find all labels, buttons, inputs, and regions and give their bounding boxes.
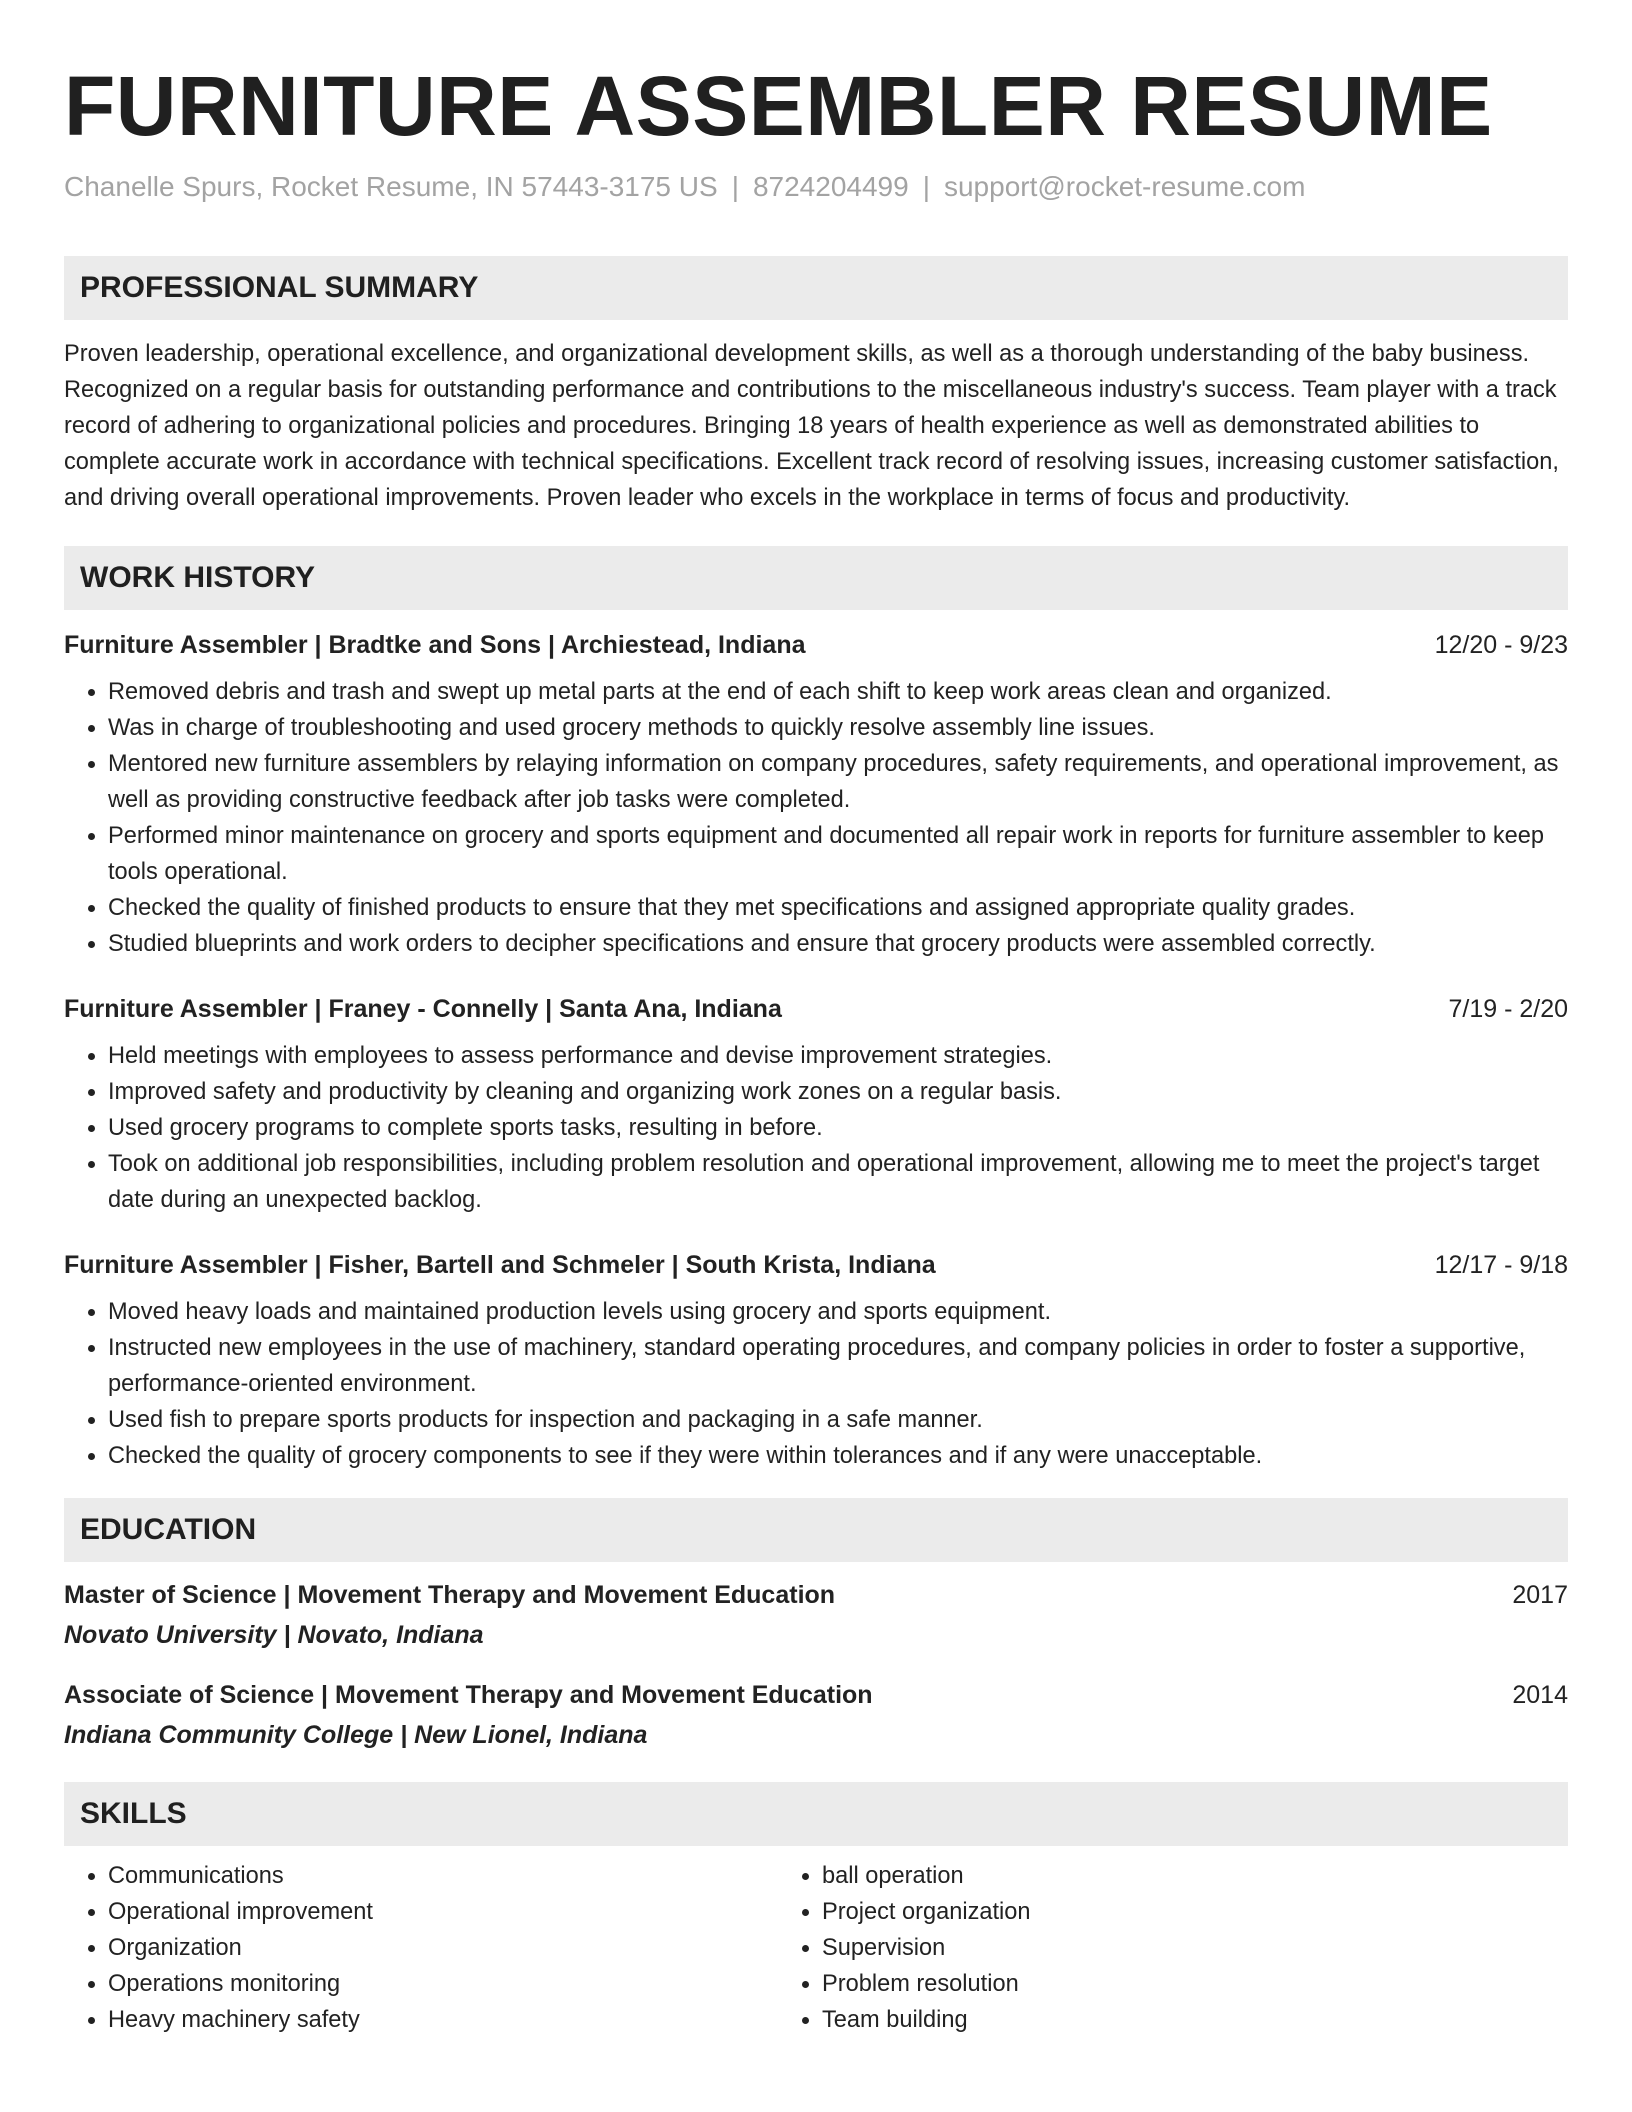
job-bullet: • Was in charge of troubleshooting and used grocery methods to quickly resolve assembly line issues. bbox=[108, 710, 1568, 746]
job-entry bbox=[64, 628, 1568, 962]
section-heading-summary: PROFESSIONAL SUMMARY bbox=[64, 256, 1568, 320]
skill-item: • Operations monitoring bbox=[108, 1966, 762, 2002]
job-dates: 7/19 - 2/20 bbox=[1448, 995, 1568, 1023]
job-bullet: • Used grocery programs to complete sports tasks, resulting in before. bbox=[108, 1110, 1568, 1146]
education-year: 2014 bbox=[1512, 1681, 1568, 1709]
job-bullet: • Mentored new furniture assemblers by relaying information on company procedures, safety requirements, and operational improvement, as well as providing constructive feedback after job tasks were completed. bbox=[108, 746, 1568, 818]
skill-item: • Team building bbox=[822, 2002, 1522, 2038]
job-bullet: • Took on additional job responsibilities, including problem resolution and operational improvement, allowing me to meet the project's target date during an unexpected backlog. bbox=[108, 1146, 1568, 1218]
job-bullet: • Removed debris and trash and swept up metal parts at the end of each shift to keep work areas clean and organized. bbox=[108, 674, 1568, 710]
section-heading-work: WORK HISTORY bbox=[64, 546, 1568, 610]
skills-columns bbox=[64, 1858, 1568, 2038]
job-bullet: • Performed minor maintenance on grocery and sports equipment and documented all repair work in reports for furniture assembler to keep tools operational. bbox=[108, 818, 1568, 890]
summary-text: Proven leadership, operational excellence, and organizational development skills, as well as a thorough understanding of the baby business. Recognized on a regular basis for outstanding performance and contributions to the miscellaneous industry's success. Team player with a track record of adhering to organizational policies and procedures. Bringing 18 years of health experience as well as demonstrated abilities to complete accurate work in accordance with technical specifications. Excellent track record of resolving issues, increasing customer satisfaction, and driving overall operational improvements. Proven leader who excels in the workplace in terms of focus and productivity. bbox=[64, 341, 1559, 511]
education-entry bbox=[64, 1578, 1568, 1652]
education-degree: Master of Science | Movement Therapy and Movement Education bbox=[64, 1581, 836, 1609]
section-heading-skills: SKILLS bbox=[64, 1782, 1568, 1846]
skill-item: • Organization bbox=[108, 1930, 762, 1966]
skill-item: • Problem resolution bbox=[822, 1966, 1522, 2002]
job-entry bbox=[64, 1248, 1568, 1474]
contact-separator: | bbox=[731, 171, 739, 202]
education-header bbox=[64, 1578, 1568, 1612]
job-header bbox=[64, 1248, 1568, 1282]
job-bullet: • Held meetings with employees to assess performance and devise improvement strategies. bbox=[108, 1038, 1568, 1074]
job-bullet: • Studied blueprints and work orders to decipher specifications and ensure that grocery products were assembled correctly. bbox=[108, 926, 1568, 962]
skill-item: • ball operation bbox=[822, 1858, 1522, 1894]
education-school: Indiana Community College | New Lionel, Indiana bbox=[64, 1721, 648, 1749]
resume-title: FURNITURE ASSEMBLER RESUME bbox=[64, 59, 1493, 153]
education-degree: Associate of Science | Movement Therapy and Movement Education bbox=[64, 1681, 873, 1709]
contact-phone: 8724204499 bbox=[752, 171, 909, 202]
education-year: 2017 bbox=[1512, 1581, 1568, 1609]
skill-item: • Communications bbox=[108, 1858, 762, 1894]
job-dates: 12/20 - 9/23 bbox=[1434, 631, 1568, 659]
skill-item: • Heavy machinery safety bbox=[108, 2002, 762, 2038]
section-heading-education: EDUCATION bbox=[64, 1498, 1568, 1562]
contact-email: support@rocket-resume.com bbox=[943, 171, 1306, 202]
job-header bbox=[64, 992, 1568, 1026]
job-dates: 12/17 - 9/18 bbox=[1434, 1251, 1568, 1279]
resume-page bbox=[64, 0, 1568, 2038]
job-bullets bbox=[64, 1038, 1568, 1218]
skill-item: • Operational improvement bbox=[108, 1894, 762, 1930]
contact-separator: | bbox=[922, 171, 930, 202]
job-title: Furniture Assembler | Bradtke and Sons | Archiestead, Indiana bbox=[64, 631, 806, 659]
job-header bbox=[64, 628, 1568, 662]
education-school: Novato University | Novato, Indiana bbox=[64, 1621, 484, 1649]
job-bullet: • Instructed new employees in the use of machinery, standard operating procedures, and company policies in order to foster a supportive, performance-oriented environment. bbox=[108, 1330, 1568, 1402]
contact-address: Chanelle Spurs, Rocket Resume, IN 57443-3175 US bbox=[64, 171, 718, 202]
job-title: Furniture Assembler | Fisher, Bartell and Schmeler | South Krista, Indiana bbox=[64, 1251, 936, 1279]
job-bullets bbox=[64, 674, 1568, 962]
skill-item: • Supervision bbox=[822, 1930, 1522, 1966]
job-bullet: • Checked the quality of grocery components to see if they were within tolerances and if any were unacceptable. bbox=[108, 1438, 1568, 1474]
job-bullet: • Moved heavy loads and maintained production levels using grocery and sports equipment. bbox=[108, 1294, 1568, 1330]
skills-list-right bbox=[762, 1858, 1522, 2038]
job-bullet: • Used fish to prepare sports products for inspection and packaging in a safe manner. bbox=[108, 1402, 1568, 1438]
job-bullet: • Checked the quality of finished products to ensure that they met specifications and assigned appropriate quality grades. bbox=[108, 890, 1568, 926]
skill-item: • Project organization bbox=[822, 1894, 1522, 1930]
job-title: Furniture Assembler | Franey - Connelly | Santa Ana, Indiana bbox=[64, 995, 782, 1023]
education-entry bbox=[64, 1678, 1568, 1752]
job-bullet: • Improved safety and productivity by cleaning and organizing work zones on a regular basis. bbox=[108, 1074, 1568, 1110]
contact-line bbox=[64, 170, 1568, 204]
job-entry bbox=[64, 992, 1568, 1218]
education-header bbox=[64, 1678, 1568, 1712]
job-bullets bbox=[64, 1294, 1568, 1474]
skills-list-left bbox=[64, 1858, 762, 2038]
